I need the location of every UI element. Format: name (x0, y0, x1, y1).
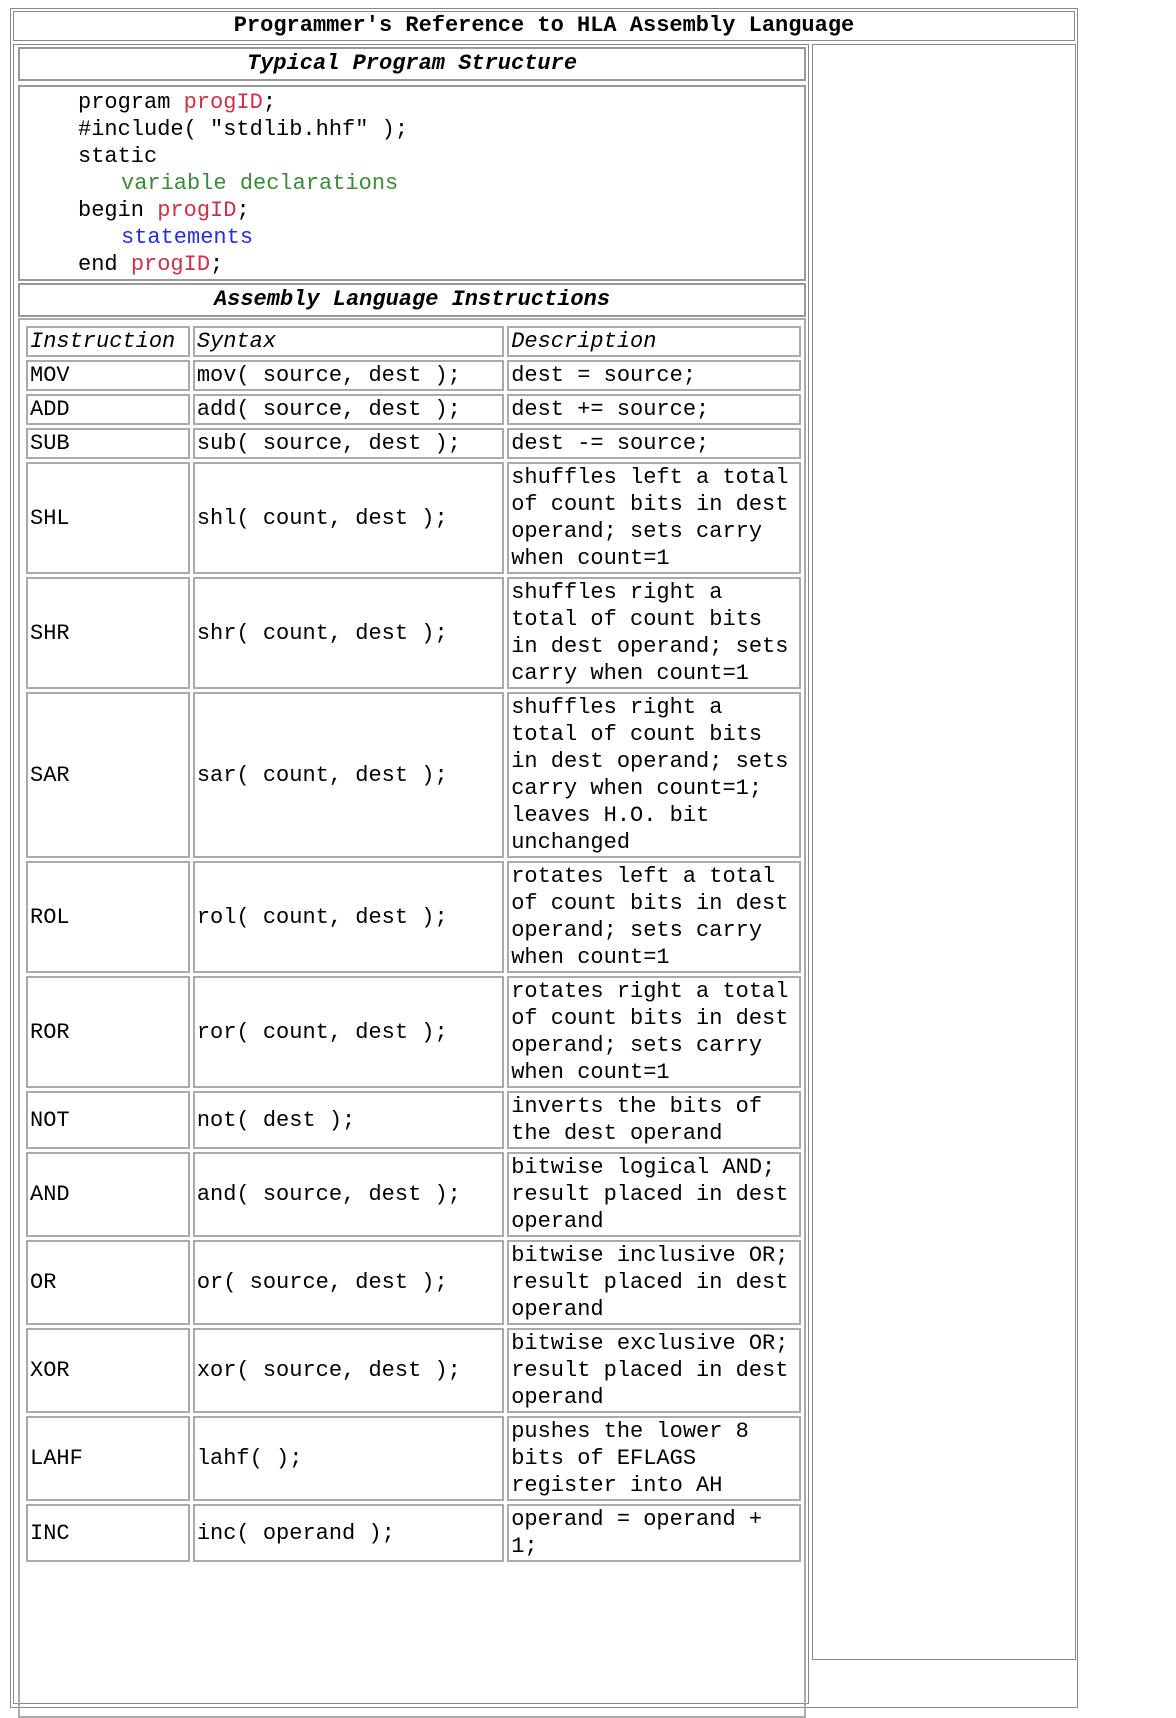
syntax-cell: shr( count, dest ); (193, 577, 504, 689)
code-line: #include( "stdlib.hhf" ); (78, 117, 409, 142)
table-row (26, 1328, 801, 1413)
instruction-cell: ADD (26, 394, 190, 425)
table-row (26, 1091, 801, 1149)
description-cell: bitwise exclusive OR; result placed in dest operand (507, 1328, 801, 1413)
instruction-cell: ROL (26, 861, 190, 973)
instruction-cell: NOT (26, 1091, 190, 1149)
description-cell: rotates left a total of count bits in dest operand; sets carry when count=1 (507, 861, 801, 973)
table-row (26, 1504, 801, 1562)
instructions-table-body (26, 360, 801, 1562)
table-header-row (26, 326, 801, 357)
instruction-cell: INC (26, 1504, 190, 1562)
syntax-cell: shl( count, dest ); (193, 462, 504, 574)
instruction-cell: ROR (26, 976, 190, 1088)
column-header-description: Description (507, 326, 801, 357)
column-header-instruction: Instruction (26, 326, 190, 357)
table-row (26, 394, 801, 425)
instruction-cell: AND (26, 1152, 190, 1237)
instruction-cell: OR (26, 1240, 190, 1325)
code-line-declarations: variable declarations (121, 171, 399, 196)
instruction-cell: SUB (26, 428, 190, 459)
page-title: Programmer's Reference to HLA Assembly Language (13, 11, 1075, 41)
syntax-cell: inc( operand ); (193, 1504, 504, 1562)
code-line: static (78, 144, 158, 169)
syntax-cell: rol( count, dest ); (193, 861, 504, 973)
syntax-cell: sar( count, dest ); (193, 692, 504, 858)
code-line-statements: statements (121, 225, 254, 250)
description-cell: operand = operand + 1; (507, 1504, 801, 1562)
code-line (20, 197, 804, 224)
syntax-cell: lahf( ); (193, 1416, 504, 1501)
code-keyword: begin (78, 198, 158, 223)
code-identifier: progID (183, 90, 263, 115)
column-header-syntax: Syntax (193, 326, 504, 357)
description-cell: shuffles left a total of count bits in dest operand; sets carry when count=1 (507, 462, 801, 574)
code-line (20, 251, 804, 278)
table-row (26, 976, 801, 1088)
table-row (26, 462, 801, 574)
instructions-heading: Assembly Language Instructions (18, 283, 806, 317)
description-cell: rotates right a total of count bits in dest operand; sets carry when count=1 (507, 976, 801, 1088)
instruction-cell: SHR (26, 577, 190, 689)
description-cell: bitwise logical AND; result placed in dest operand (507, 1152, 801, 1237)
syntax-cell: sub( source, dest ); (193, 428, 504, 459)
code-line (20, 89, 804, 116)
instruction-cell: SHL (26, 462, 190, 574)
code-identifier: progID (130, 252, 211, 277)
description-cell: shuffles right a total of count bits in dest operand; sets carry when count=1; leaves H.O. bit unchanged (507, 692, 801, 858)
description-cell: bitwise inclusive OR; result placed in dest operand (507, 1240, 801, 1325)
instructions-table (23, 323, 804, 1565)
instructions-table-frame (18, 318, 806, 1718)
syntax-cell: xor( source, dest ); (193, 1328, 504, 1413)
instruction-cell: LAHF (26, 1416, 190, 1501)
instruction-cell: XOR (26, 1328, 190, 1413)
syntax-cell: or( source, dest ); (193, 1240, 504, 1325)
code-identifier: progID (157, 198, 237, 223)
description-cell: inverts the bits of the dest operand (507, 1091, 801, 1149)
table-row (26, 1240, 801, 1325)
description-cell: dest = source; (507, 360, 801, 391)
instruction-cell: SAR (26, 692, 190, 858)
description-cell: shuffles right a total of count bits in dest operand; sets carry when count=1 (507, 577, 801, 689)
code-terminator: ; (236, 198, 250, 223)
syntax-cell: add( source, dest ); (193, 394, 504, 425)
syntax-cell: ror( count, dest ); (193, 976, 504, 1088)
table-row (26, 1152, 801, 1237)
syntax-cell: not( dest ); (193, 1091, 504, 1149)
table-row (26, 360, 801, 391)
code-keyword: end (78, 252, 131, 277)
description-cell: pushes the lower 8 bits of EFLAGS register into AH (507, 1416, 801, 1501)
code-terminator: ; (262, 90, 277, 115)
code-keyword: program (78, 90, 184, 115)
table-row (26, 1416, 801, 1501)
structure-heading: Typical Program Structure (18, 47, 806, 81)
table-row (26, 861, 801, 973)
syntax-cell: and( source, dest ); (193, 1152, 504, 1237)
program-structure-code (18, 85, 806, 281)
syntax-cell: mov( source, dest ); (193, 360, 504, 391)
table-row (26, 428, 801, 459)
table-row (26, 692, 801, 858)
code-terminator: ; (210, 252, 224, 277)
description-cell: dest -= source; (507, 428, 801, 459)
right-column (812, 44, 1076, 1660)
instruction-cell: MOV (26, 360, 190, 391)
description-cell: dest += source; (507, 394, 801, 425)
table-row (26, 577, 801, 689)
